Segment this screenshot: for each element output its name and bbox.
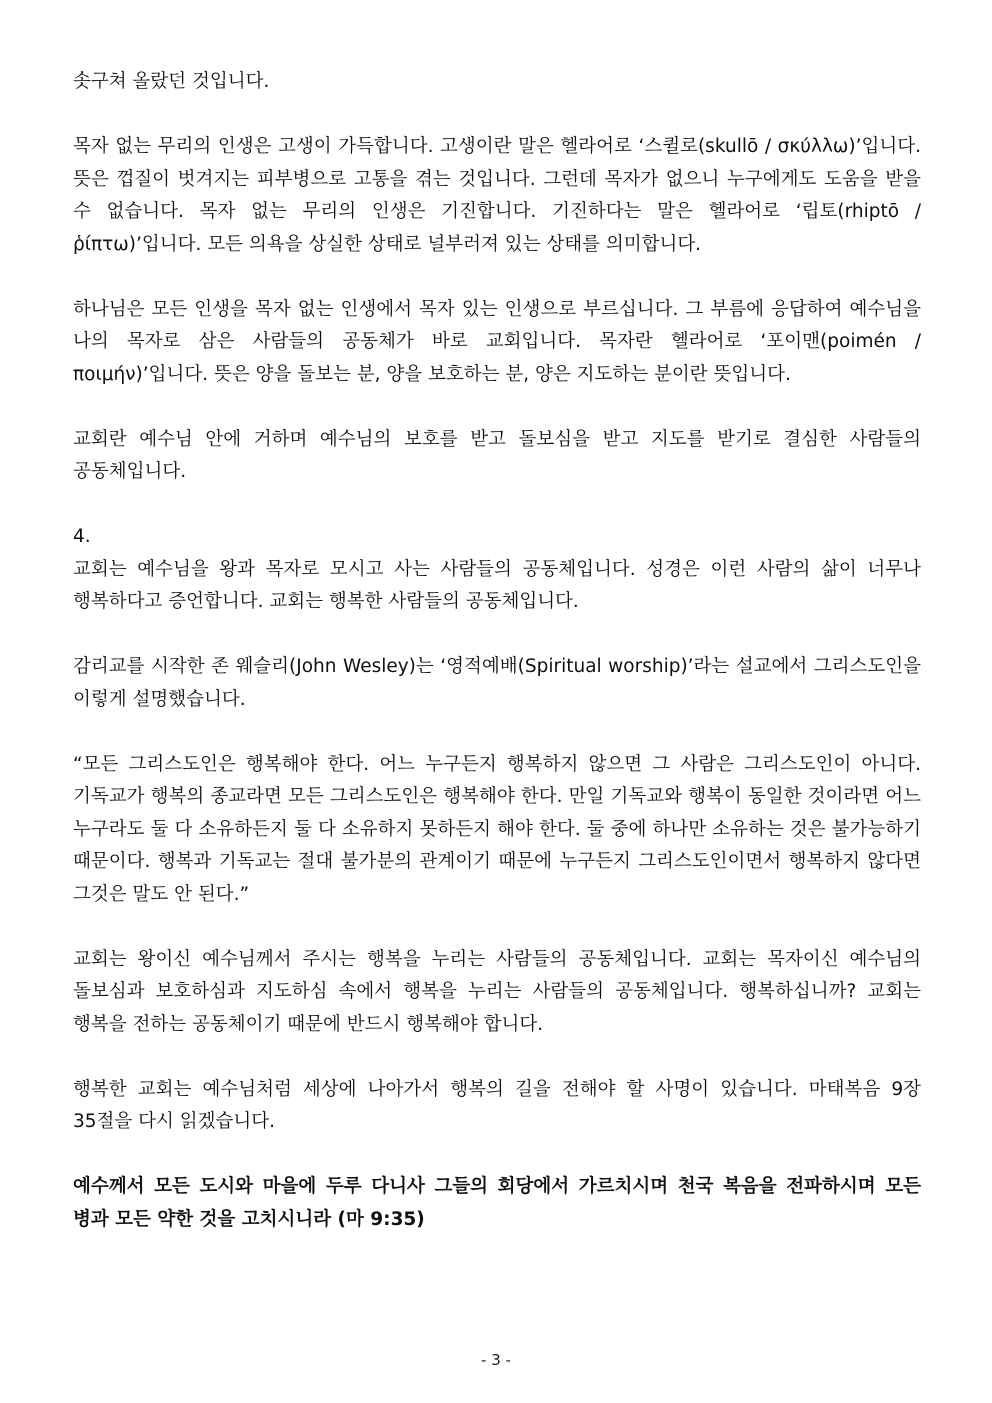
paragraph-skullo: 목자 없는 무리의 인생은 고생이 가득합니다. 고생이란 말은 헬라어로 ‘스퀼로(skullō / σκύλλω)’입니다. 뜻은 껍질이 벗겨지는 피부병으로 고통을 겪는 것입니다. 그런데 목자가 없으니 누구에게도 도움을 받을 수 없습니다. 목자 없는 무리의 인생은 기진합니다. 기진하다는 말은 헬라어로 ‘립토(rhiptō / ῥίπτω)’입니다. 모든 의욕을 상실한 상태로 널부러져 있는 상태를 의미합니다. — [73, 136, 921, 255]
section-number: 4. — [73, 526, 91, 547]
paragraph-church-definition: 교회란 예수님 안에 거하며 예수님의 보호를 받고 돌보심을 받고 지도를 받기로 결심한 사람들의 공동체입니다. — [73, 428, 921, 482]
page-number: - 3 - — [481, 1351, 511, 1369]
paragraph-happy-community: 교회는 예수님을 왕과 목자로 모시고 사는 사람들의 공동체입니다. 성경은 이런 사람의 삶이 너무나 행복하다고 증언합니다. 교회는 행복한 사람들의 공동체입니다. — [73, 558, 921, 612]
paragraph-intro: 솟구쳐 올랐던 것입니다. — [73, 71, 270, 92]
paragraph-wesley-intro: 감리교를 시작한 존 웨슬리(John Wesley)는 ‘영적예배(Spiritual worship)’라는 설교에서 그리스도인을 이렇게 설명했습니다. — [73, 656, 921, 710]
paragraph-poimen: 하나님은 모든 인생을 목자 없는 인생에서 목자 있는 인생으로 부르십니다. 그 부름에 응답하여 예수님을 나의 목자로 삼은 사람들의 공동체가 바로 교회입니다. 목자란 헬라어로 ‘포이맨(poimén / ποιμήν)’입니다. 뜻은 양을 돌보는 분, 양을 보호하는 분, 양은 지도하는 분이란 뜻입니다. — [73, 298, 921, 385]
scripture-verse: 예수께서 모든 도시와 마을에 두루 다니사 그들의 회당에서 가르치시며 천국 복음을 전파하시며 모든 병과 모든 약한 것을 고치시니라 (마 9:35) — [73, 1176, 921, 1230]
paragraph-king-shepherd: 교회는 왕이신 예수님께서 주시는 행복을 누리는 사람들의 공동체입니다. 교회는 목자이신 예수님의 돌보심과 보호하심과 지도하심 속에서 행복을 누리는 사람들의 공동체입니다. 행복하십니까? 교회는 행복을 전하는 공동체이기 때문에 반드시 행복해야 합니다. — [73, 948, 921, 1035]
paragraph-wesley-quote: “모든 그리스도인은 행복해야 한다. 어느 누구든지 행복하지 않으면 그 사람은 그리스도인이 아니다. 기독교가 행복의 종교라면 모든 그리스도인은 행복해야 한다. 만일 기독교와 행복이 동일한 것이라면 어느 누구라도 둘 다 소유하든지 둘 다 소유하지 못하든지 해야 한다. 둘 중에 하나만 소유하는 것은 불가능하기 때문이다. 행복과 기독교는 절대 불가분의 관계이기 때문에 누구든지 그리스도인이면서 행복하지 않다면 그것은 말도 안 된다.” — [73, 753, 921, 905]
paragraph-mission: 행복한 교회는 예수님처럼 세상에 나아가서 행복의 길을 전해야 할 사명이 있습니다. 마태복음 9장 35절을 다시 읽겠습니다. — [73, 1078, 921, 1132]
document-body — [73, 66, 921, 1236]
